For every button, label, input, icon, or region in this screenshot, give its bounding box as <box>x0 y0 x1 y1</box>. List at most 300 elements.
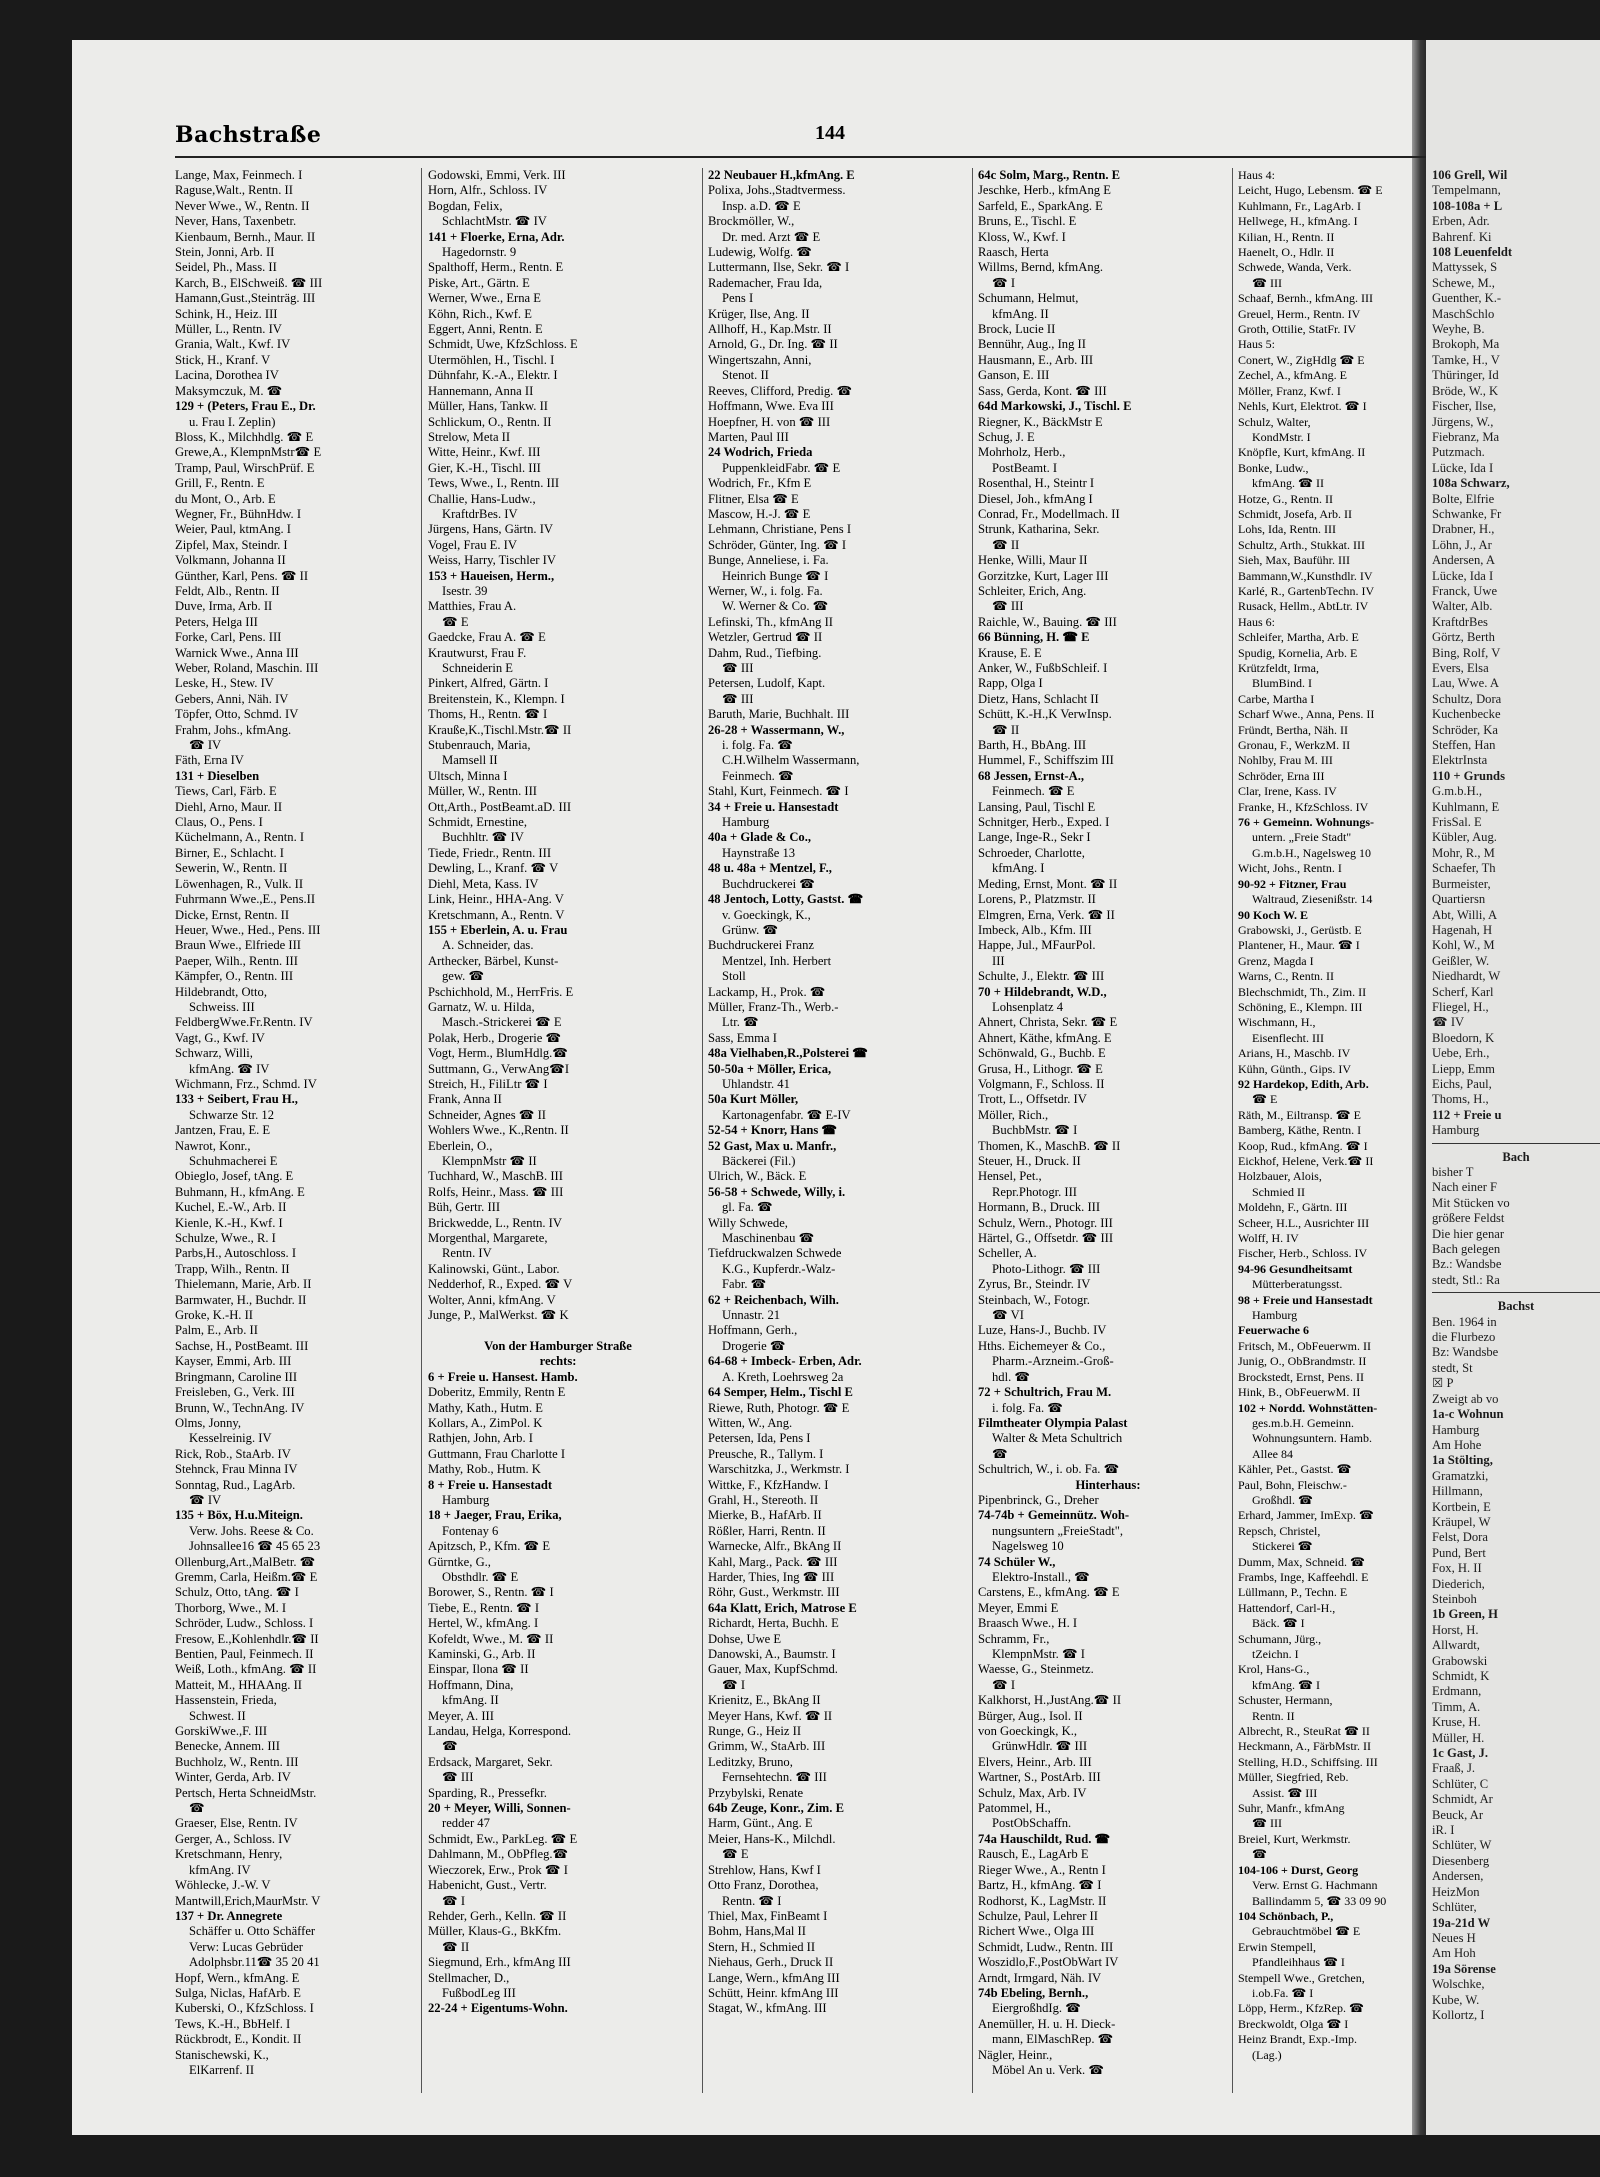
house-number-entry: 155 + Eberlein, A. u. Frau <box>428 922 568 937</box>
resident-entry: Olms, Jonny, <box>175 1415 242 1430</box>
resident-entry: Grünw. ☎ <box>722 922 779 937</box>
resident-entry: Grabowski, J., Gerüstb. E <box>1238 922 1362 937</box>
resident-entry: Ultsch, Minna I <box>428 768 508 783</box>
resident-entry: Lorens, P., Platzmstr. II <box>978 892 1096 907</box>
resident-entry: Dahm, Rud., Tiefbing. <box>708 645 822 660</box>
resident-entry: Stein, Jonni, Arb. II <box>175 245 275 260</box>
page-header <box>175 122 1435 158</box>
resident-entry: Härtel, G., Offsetdr. ☎ III <box>978 1231 1114 1246</box>
resident-entry: Töpfer, Otto, Schmd. IV <box>175 707 299 722</box>
section-heading: Bachst <box>1497 1299 1535 1314</box>
resident-entry: Schmied II <box>1252 1184 1305 1199</box>
resident-entry: Rolfs, Heinr., Mass. ☎ III <box>428 1184 564 1199</box>
resident-entry: Kube, W. <box>1432 1992 1480 2007</box>
resident-entry: Müller, W., Rentn. III <box>428 784 537 799</box>
resident-entry: Suhr, Manfr., kfmAng <box>1238 1801 1345 1816</box>
resident-entry: Schmidt, Uwe, KfzSchloss. E <box>428 337 578 352</box>
resident-entry: Tews, Wwe., I., Rentn. III <box>428 476 560 491</box>
resident-entry: Hoepfner, H. von ☎ III <box>708 414 831 429</box>
house-number-entry: Feuerwache 6 <box>1238 1323 1309 1338</box>
house-number-entry: 48 Jentoch, Lotty, Gastst. ☎ <box>708 892 864 907</box>
resident-entry: Müller, Franz-Th., Werb.- <box>708 999 839 1014</box>
resident-entry: Adolphsbr.11☎ 35 20 41 <box>189 1955 320 1970</box>
resident-entry: Photo-Lithogr. ☎ III <box>992 1261 1101 1276</box>
resident-entry: Sonntag, Rud., LagArb. <box>175 1477 296 1492</box>
resident-entry: Schaaf, Bernh., kfmAng. III <box>1238 291 1373 306</box>
resident-entry: Sachse, H., PostBeamt. III <box>175 1338 309 1353</box>
resident-entry: Fiebranz, Ma <box>1432 429 1500 444</box>
resident-entry: Fliegel, H., <box>1432 999 1489 1014</box>
resident-entry: Heinz Brandt, Exp.-Imp. <box>1238 2032 1357 2047</box>
resident-entry: Diesel, Joh., kfmAng I <box>978 491 1093 506</box>
resident-entry: Barth, H., BbAng. III <box>978 738 1087 753</box>
resident-entry: du Mont, O., Arb. E <box>175 491 276 506</box>
house-number-entry: 90-92 + Fitzner, Frau <box>1238 876 1347 891</box>
resident-entry: Lücke, Ida I <box>1432 568 1494 583</box>
resident-entry: kfmAng. ☎ II <box>1252 476 1324 491</box>
resident-entry: KraftdrBes. IV <box>442 506 518 521</box>
resident-entry: Warnick Wwe., Anna III <box>175 645 299 660</box>
resident-entry: Hamann,Gust.,Steinträg. III <box>175 291 316 306</box>
resident-entry: Haenelt, O., Hdlr. II <box>1238 245 1335 260</box>
resident-entry: Rapp, Olga I <box>978 676 1043 691</box>
resident-entry: ☎ VI <box>992 1308 1024 1323</box>
resident-entry: Schöning, E., Klempn. III <box>1238 999 1363 1014</box>
resident-entry: Gramatzki, <box>1432 1468 1489 1483</box>
resident-entry: Schultz, Dora <box>1432 691 1502 706</box>
resident-entry: Matthies, Frau A. <box>428 599 517 614</box>
resident-entry: Lefinski, Th., kfmAng II <box>708 614 833 629</box>
resident-entry: Erben, Adr. <box>1432 214 1490 229</box>
resident-entry: Fischer, Herb., Schloss. IV <box>1238 1246 1368 1261</box>
resident-entry: A. Kreth, Loehrsweg 2a <box>722 1369 844 1384</box>
resident-entry: Putzmach. <box>1432 445 1485 460</box>
resident-entry: Seidel, Ph., Mass. II <box>175 260 277 275</box>
resident-entry: Müller, Siegfried, Reb. <box>1238 1770 1349 1785</box>
house-number-entry: 64d Markowski, J., Tischl. E <box>978 399 1132 414</box>
house-number-entry: 64-68 + Imbeck- Erben, Adr. <box>708 1354 862 1369</box>
resident-entry: ☎ I <box>992 1677 1016 1692</box>
house-number-entry: 133 + Seibert, Frau H., <box>175 1092 298 1107</box>
house-number-entry: 153 + Haueisen, Herm., <box>428 568 555 583</box>
resident-entry: Knöpfle, Kurt, kfmAng. II <box>1238 445 1366 460</box>
resident-entry: stedt, St <box>1432 1360 1473 1375</box>
resident-entry: Kuhlmann, Fr., LagArb. I <box>1238 198 1361 213</box>
resident-entry: Kollortz, I <box>1432 2007 1485 2022</box>
resident-entry: BuchbMstr. ☎ I <box>992 1123 1078 1138</box>
page-number: 144 <box>815 122 845 144</box>
resident-entry: Luze, Hans-J., Buchb. IV <box>978 1323 1107 1338</box>
resident-entry: Anemüller, H. u. H. Dieck- <box>978 2016 1116 2031</box>
resident-entry: Jeschke, Herb., kfmAng E <box>978 183 1111 198</box>
resident-entry: Fritsch, M., ObFeuerwm. II <box>1238 1338 1371 1353</box>
column-divider <box>972 168 973 2093</box>
resident-entry: Schröder, Ludw., Schloss. I <box>175 1616 314 1631</box>
resident-entry: Großhdl. ☎ <box>1252 1492 1313 1507</box>
resident-entry: Dietz, Hans, Schlacht II <box>978 691 1099 706</box>
resident-entry: Wischmann, H., <box>1238 1015 1316 1030</box>
resident-entry: Thoms, H., <box>1432 1092 1489 1107</box>
house-number-entry: 19a-21d W <box>1432 1915 1491 1930</box>
resident-entry: Rusack, Hellm., AbtLtr. IV <box>1238 599 1369 614</box>
house-number-entry: 52-54 + Knorr, Hans ☎ <box>708 1123 838 1138</box>
resident-entry: ☎ III <box>992 599 1024 614</box>
resident-entry: Bz.: Wandsbe <box>1432 1257 1502 1272</box>
resident-entry: Haus 5: <box>1238 337 1275 352</box>
resident-entry: Verw. Ernst G. Hachmann <box>1252 1878 1378 1893</box>
resident-entry: Przybylski, Renate <box>708 1785 804 1800</box>
resident-entry: Hertel, W., kfmAng. I <box>428 1616 539 1631</box>
resident-entry: Kübler, Aug. <box>1432 830 1497 845</box>
resident-entry: Fraaß, J. <box>1432 1761 1476 1776</box>
resident-entry: Beuck, Ar <box>1432 1807 1484 1822</box>
resident-entry: Allwardt, <box>1432 1638 1480 1653</box>
resident-entry: Kollars, A., ZimPol. K <box>428 1415 543 1430</box>
resident-entry: Graeser, Else, Rentn. IV <box>175 1816 298 1831</box>
resident-entry: Krützfeldt, Irma, <box>1238 661 1319 675</box>
resident-entry: Repsch, Christel, <box>1238 1523 1321 1538</box>
resident-entry: Franke, H., KfzSchloss. IV <box>1238 799 1369 814</box>
resident-entry: Obieglo, Josef, tAng. E <box>175 1169 294 1184</box>
resident-entry: Eberlein, O., <box>428 1138 493 1153</box>
resident-entry: Schmidt, Ludw., Rentn. III <box>978 1939 1114 1954</box>
resident-entry: Dahlmann, M., ObPfleg.☎ <box>428 1847 569 1862</box>
resident-entry: Leske, H., Stew. IV <box>175 676 274 691</box>
resident-entry: Krauße,K.,Tischl.Mstr.☎ II <box>428 722 572 737</box>
resident-entry: Thielemann, Marie, Arb. II <box>175 1277 312 1292</box>
resident-entry: Rademacher, Frau Ida, <box>708 275 823 290</box>
resident-entry: Fox, H. II <box>1432 1561 1482 1576</box>
resident-entry: Andersen, <box>1432 1869 1484 1884</box>
resident-entry: Hagenah, H <box>1432 922 1493 937</box>
resident-entry: Koop, Rud., kfmAng. ☎ I <box>1238 1138 1368 1153</box>
resident-entry: Trapp, Wilh., Rentn. II <box>175 1261 290 1276</box>
resident-entry: Stenot. II <box>722 368 769 383</box>
resident-entry: Tuchhard, W., MaschB. III <box>428 1169 563 1184</box>
resident-entry: i.ob.Fa. ☎ I <box>1252 1985 1314 2000</box>
resident-entry: Hamburg <box>1432 1123 1480 1138</box>
house-number-entry: 108-108a + L <box>1432 198 1503 213</box>
resident-entry: ☎ <box>992 1446 1008 1461</box>
resident-entry: Richardt, Herta, Buchh. E <box>708 1616 839 1631</box>
resident-entry: Schuhmacherei E <box>189 1154 278 1168</box>
resident-entry: Bz: Wandsbe <box>1432 1345 1499 1360</box>
resident-entry: Meyer Hans, Kwf. ☎ II <box>708 1708 833 1723</box>
resident-entry: Nawrot, Konr., <box>175 1138 251 1153</box>
resident-entry: Isestr. 39 <box>442 583 488 598</box>
resident-entry: HeizMon <box>1432 1884 1480 1899</box>
resident-entry: ☎ I <box>722 1677 746 1692</box>
resident-entry: Rathjen, John, Arb. I <box>428 1431 533 1446</box>
resident-entry: Diederich, <box>1432 1576 1485 1591</box>
resident-entry: Imbeck, Alb., Kfm. III <box>978 922 1092 937</box>
resident-entry: Wartner, S., PostArb. III <box>978 1770 1101 1785</box>
house-number-entry: 8 + Freie u. Hansestadt <box>428 1477 553 1492</box>
resident-entry: ☎ III <box>442 1770 474 1785</box>
resident-entry: Tamke, H., V <box>1432 352 1500 367</box>
resident-entry: Buchhltr. ☎ IV <box>442 830 524 845</box>
resident-entry: Bing, Rolf, V <box>1432 645 1501 660</box>
house-number-entry: 64b Zeuge, Konr., Zim. E <box>708 1801 844 1816</box>
resident-entry: Einspar, Ilona ☎ II <box>428 1662 529 1677</box>
resident-entry: Brokoph, Ma <box>1432 337 1500 352</box>
resident-entry: ☎ I <box>992 275 1016 290</box>
resident-entry: Schulz, Walter, <box>1238 414 1311 429</box>
resident-entry: Woszidlo,F.,PostObWart IV <box>978 1955 1119 1970</box>
resident-entry: nungsuntern „FreieStadt", <box>992 1523 1124 1538</box>
resident-entry: Scheer, H.L., Ausrichter III <box>1238 1215 1370 1230</box>
resident-entry: Küchelmann, A., Rentn. I <box>175 830 305 845</box>
resident-entry: Kloss, W., Kwf. I <box>978 229 1066 244</box>
resident-entry: von Goeckingk, K., <box>978 1724 1077 1739</box>
house-number-entry: 56-58 + Schwede, Willy, i. <box>708 1184 846 1199</box>
directory-column-4 <box>978 168 1238 2098</box>
resident-entry: Dumm, Max, Schneid. ☎ <box>1238 1554 1365 1569</box>
resident-entry: Grimm, W., StaArb. III <box>708 1739 826 1754</box>
resident-entry: Willms, Bernd, kfmAng. <box>978 260 1104 275</box>
resident-entry: Weiss, Harry, Tischler IV <box>428 553 556 568</box>
resident-entry: Schmidt, Ernestine, <box>428 815 527 830</box>
resident-entry: ☎ IV <box>189 1492 222 1507</box>
resident-entry: Nagelsweg 10 <box>992 1539 1064 1554</box>
resident-entry: Thoms, H., Rentn. ☎ I <box>428 707 548 722</box>
resident-entry: Unnastr. 21 <box>722 1308 781 1323</box>
resident-entry: ☎ <box>442 1739 458 1754</box>
resident-entry: Schröder, Ka <box>1432 722 1498 737</box>
resident-entry: FrisSal. E <box>1432 815 1482 830</box>
resident-entry: Volkmann, Johanna II <box>175 553 286 568</box>
resident-entry: Ganson, E. III <box>978 368 1050 383</box>
resident-entry: Möbel An u. Verk. ☎ <box>992 2062 1105 2077</box>
resident-entry: Forke, Carl, Pens. III <box>175 630 282 645</box>
resident-entry: G.m.b.H., Nagelsweg 10 <box>1252 845 1371 860</box>
resident-entry: Gürntke, G., <box>428 1554 491 1569</box>
resident-entry: Kuberski, O., KfzSchloss. I <box>175 2001 314 2016</box>
resident-entry: Baruth, Marie, Buchhalt. III <box>708 707 850 722</box>
resident-entry: Mit Stücken vo <box>1432 1195 1510 1210</box>
resident-entry: Barmwater, H., Buchdr. II <box>175 1292 307 1307</box>
resident-entry: Bamberg, Käthe, Rentn. I <box>1238 1123 1362 1138</box>
resident-entry: Hausmann, E., Arb. III <box>978 352 1094 367</box>
resident-entry: Die hier genar <box>1432 1226 1505 1241</box>
resident-entry: Heuer, Wwe., Hed., Pens. III <box>175 922 321 937</box>
directory-column-5 <box>1238 168 1404 2098</box>
resident-entry: gew. ☎ <box>442 969 485 984</box>
resident-entry: Brock, Lucie II <box>978 322 1056 337</box>
resident-entry: Pipenbrinck, G., Dreher <box>978 1492 1099 1507</box>
resident-entry: Schlüter, <box>1432 1900 1477 1915</box>
resident-entry: Hattendorf, Carl-H., <box>1238 1600 1336 1615</box>
resident-entry: Stagat, W., kfmAng. III <box>708 2001 827 2016</box>
resident-entry: Hotze, G., Rentn. II <box>1238 491 1333 506</box>
resident-entry: Wittke, F., KfzHandw. I <box>708 1477 829 1492</box>
column-divider <box>421 168 422 2093</box>
resident-entry: Lange, Wern., kfmAng III <box>708 1970 840 1985</box>
resident-entry: Möller, Franz, Kwf. I <box>1238 383 1341 398</box>
resident-entry: Uhlandstr. 41 <box>722 1076 790 1091</box>
resident-entry: tZeichn. I <box>1252 1647 1299 1661</box>
resident-entry: Eggert, Anni, Rentn. E <box>428 322 543 337</box>
resident-entry: ☎ III <box>722 691 754 706</box>
resident-entry: Bringmann, Caroline III <box>175 1369 298 1384</box>
resident-entry: Erhard, Jammer, ImExp. ☎ <box>1238 1508 1374 1523</box>
resident-entry: Paeper, Wilh., Rentn. III <box>175 953 298 968</box>
resident-entry: Günther, Karl, Pens. ☎ II <box>175 568 309 583</box>
resident-entry: Schleifer, Martha, Arb. E <box>1238 630 1359 645</box>
resident-entry: Richert Wwe., Olga III <box>978 1924 1095 1939</box>
resident-entry: Lange, Max, Feinmech. I <box>175 168 303 182</box>
resident-entry: Pens I <box>722 291 754 306</box>
resident-entry: Burmeister, <box>1432 876 1491 891</box>
resident-entry: Arians, H., Maschb. IV <box>1238 1046 1351 1061</box>
resident-entry: Stehnck, Frau Minna IV <box>175 1462 298 1477</box>
resident-entry: Bennühr, Aug., Ing II <box>978 337 1086 352</box>
resident-entry: Krol, Hans-G., <box>1238 1662 1310 1677</box>
house-number-entry: Filmtheater Olympia Palast <box>978 1415 1128 1430</box>
house-number-entry: 74b Ebeling, Bernh., <box>978 1985 1089 2000</box>
resident-entry: Weber, Roland, Maschin. III <box>175 661 319 675</box>
resident-entry: Hensel, Pet., <box>978 1169 1042 1184</box>
resident-entry: Dewling, L., Kranf. ☎ V <box>428 861 559 876</box>
resident-entry: Anker, W., FußbSchleif. I <box>978 661 1108 675</box>
resident-entry: III <box>992 953 1005 968</box>
resident-entry: Schuster, Hermann, <box>1238 1693 1333 1708</box>
house-number-entry: 66 Bünning, H. ☎ E <box>978 630 1090 645</box>
house-number-entry: 19a Sörense <box>1432 1961 1496 1976</box>
resident-entry: Ahnert, Christa, Sekr. ☎ E <box>978 1015 1118 1030</box>
house-number-entry: 72 + Schultrich, Frau M. <box>978 1385 1112 1400</box>
resident-entry: Challie, Hans-Ludw., <box>428 491 536 506</box>
resident-entry: Hths. Eichemeyer & Co., <box>978 1338 1106 1353</box>
resident-entry: Reeves, Clifford, Predig. ☎ <box>708 383 853 398</box>
resident-entry: Schweiss. III <box>189 999 255 1014</box>
resident-entry: i. folg. Fa. ☎ <box>722 738 793 753</box>
resident-entry: Hamburg <box>722 815 770 830</box>
resident-entry: Köhn, Rich., Kwf. E <box>428 306 532 321</box>
resident-entry: Zipfel, Max, Steindr. I <box>175 537 288 552</box>
section-heading: Bach <box>1502 1149 1530 1164</box>
resident-entry: FußbodLeg III <box>442 1985 516 2000</box>
resident-entry: Conert, W., ZigHdlg ☎ E <box>1238 352 1365 367</box>
resident-entry: Krüger, Ilse, Ang. II <box>708 306 810 321</box>
resident-entry: Obsthdlr. ☎ E <box>442 1569 519 1584</box>
resident-entry: Bogdan, Felix, <box>428 198 503 213</box>
resident-entry: Schumann, Jürg., <box>1238 1631 1322 1646</box>
resident-entry: Am Hohe <box>1432 1437 1482 1452</box>
resident-entry: Vogt, Herm., BlumHdlg.☎ <box>428 1046 568 1061</box>
resident-entry: Schug, J. E <box>978 429 1035 444</box>
house-number-entry: 104 Schönbach, P., <box>1238 1908 1334 1923</box>
resident-entry: Fäth, Erna IV <box>175 753 244 768</box>
resident-entry: Lüllmann, P., Techn. E <box>1238 1585 1348 1600</box>
resident-entry: MaschSchlo <box>1432 306 1495 321</box>
house-number-entry: 94-96 Gesundheitsamt <box>1238 1261 1353 1276</box>
resident-entry: Mamsell II <box>442 753 498 768</box>
house-number-entry: 22 Neubauer H.,kfmAng. E <box>708 168 855 182</box>
resident-entry: Warschitzka, J., Werkmstr. I <box>708 1462 850 1477</box>
resident-entry: Strunk, Katharina, Sekr. <box>978 522 1100 537</box>
resident-entry: Petersen, Ida, Pens I <box>708 1431 811 1446</box>
resident-entry: Hormann, B., Druck. III <box>978 1200 1101 1215</box>
resident-entry: kfmAng. ☎ IV <box>189 1061 270 1076</box>
resident-entry: W. Werner & Co. ☎ <box>722 599 829 614</box>
resident-entry: Jürgens, W., <box>1432 414 1494 429</box>
resident-entry: Fründt, Bertha, Näh. II <box>1238 722 1348 737</box>
resident-entry: Bach gelegen <box>1432 1242 1501 1257</box>
resident-entry: Raichle, W., Bauing. ☎ III <box>978 614 1117 629</box>
resident-entry: Bunge, Anneliese, i. Fa. <box>708 553 829 568</box>
resident-entry: Otto Franz, Dorothea, <box>708 1878 819 1893</box>
resident-entry: kfmAng. ☎ I <box>1252 1677 1320 1692</box>
resident-entry: Assist. ☎ III <box>1252 1785 1318 1800</box>
resident-entry: Doberitz, Emmily, Rentn E <box>428 1385 566 1400</box>
resident-entry: Maksymczuk, M. ☎ <box>175 383 283 398</box>
resident-entry: Kienbaum, Bernh., Maur. II <box>175 229 316 244</box>
resident-entry: Repr.Photogr. III <box>992 1184 1078 1199</box>
resident-entry: Grabowski <box>1432 1653 1488 1668</box>
resident-entry: Never Wwe., W., Rentn. II <box>175 198 310 213</box>
resident-entry: Tiebe, E., Rentn. ☎ I <box>428 1600 540 1615</box>
street-title: Bachstraße <box>175 122 322 148</box>
resident-entry: ☎ III <box>722 661 754 675</box>
resident-entry: Vagt, G., Kwf. IV <box>175 1030 265 1045</box>
resident-entry: Niehaus, Gerh., Druck II <box>708 1955 834 1970</box>
resident-entry: Lücke, Ida I <box>1432 460 1494 475</box>
resident-entry: Grill, F., Rentn. E <box>175 476 265 491</box>
resident-entry: Wegner, Fr., BühnHdw. I <box>175 506 302 521</box>
resident-entry: Dohse, Uwe E <box>708 1631 782 1646</box>
resident-entry: Kruse, H. <box>1432 1715 1481 1730</box>
resident-entry: Rentn. IV <box>442 1246 492 1261</box>
section-rule <box>1432 1292 1600 1293</box>
resident-entry: Hoffmann, Wwe. Eva III <box>708 399 834 414</box>
resident-entry: Lansing, Paul, Tischl E <box>978 799 1096 814</box>
resident-entry: Dr. med. Arzt ☎ E <box>722 229 821 244</box>
resident-entry: KondMstr. I <box>1252 429 1311 444</box>
resident-entry: Mascow, H.-J. ☎ E <box>708 506 811 521</box>
resident-entry: Abt, Willi, A <box>1432 907 1498 922</box>
resident-entry: Mentzel, Inh. Herbert <box>722 953 832 968</box>
resident-entry: Röhr, Gust., Werkmstr. III <box>708 1585 840 1600</box>
resident-entry: Schink, H., Heiz. III <box>175 306 278 321</box>
resident-entry: Borower, S., Rentn. ☎ I <box>428 1585 554 1600</box>
resident-entry: kfmAng. IV <box>189 1862 251 1877</box>
resident-entry: Jürgens, Hans, Gärtn. IV <box>428 522 553 537</box>
resident-entry: Riewe, Ruth, Photogr. ☎ E <box>708 1400 850 1415</box>
resident-entry: ☎ II <box>992 722 1020 737</box>
resident-entry: Drogerie ☎ <box>722 1338 786 1353</box>
resident-entry: Bammann,W.,Kunsthdlr. IV <box>1238 568 1373 583</box>
resident-entry: Arndt, Irmgard, Näh. IV <box>978 1970 1102 1985</box>
resident-entry: Ollenburg,Art.,MalBetr. ☎ <box>175 1554 316 1569</box>
resident-entry: Ulrich, W., Bäck. E <box>708 1169 807 1184</box>
resident-entry: Landau, Helga, Korrespond. <box>428 1724 572 1739</box>
resident-entry: Rentn. ☎ I <box>722 1893 782 1908</box>
resident-entry: Schütt, Heinr. kfmAng III <box>708 1985 839 2000</box>
resident-entry: Schneiderin E <box>442 661 513 675</box>
resident-entry: Breiel, Kurt, Werkmstr. <box>1238 1831 1351 1846</box>
resident-entry: Stellmacher, D., <box>428 1970 510 1985</box>
resident-entry: Wohnungsuntern. Hamb. <box>1252 1431 1373 1446</box>
house-number-entry: 50-50a + Möller, Erica, <box>708 1061 832 1076</box>
resident-entry: Mathy, Kath., Hutm. E <box>428 1400 543 1415</box>
resident-entry: ☎ IV <box>189 738 222 753</box>
resident-entry: Bröde, W., K <box>1432 383 1499 398</box>
resident-entry: Kayser, Emmi, Arb. III <box>175 1354 292 1369</box>
resident-entry: Werner, Wwe., Erna E <box>428 291 541 306</box>
resident-entry: Kilian, H., Rentn. II <box>1238 229 1335 244</box>
resident-entry: Kämpfer, O., Rentn. III <box>175 969 294 984</box>
